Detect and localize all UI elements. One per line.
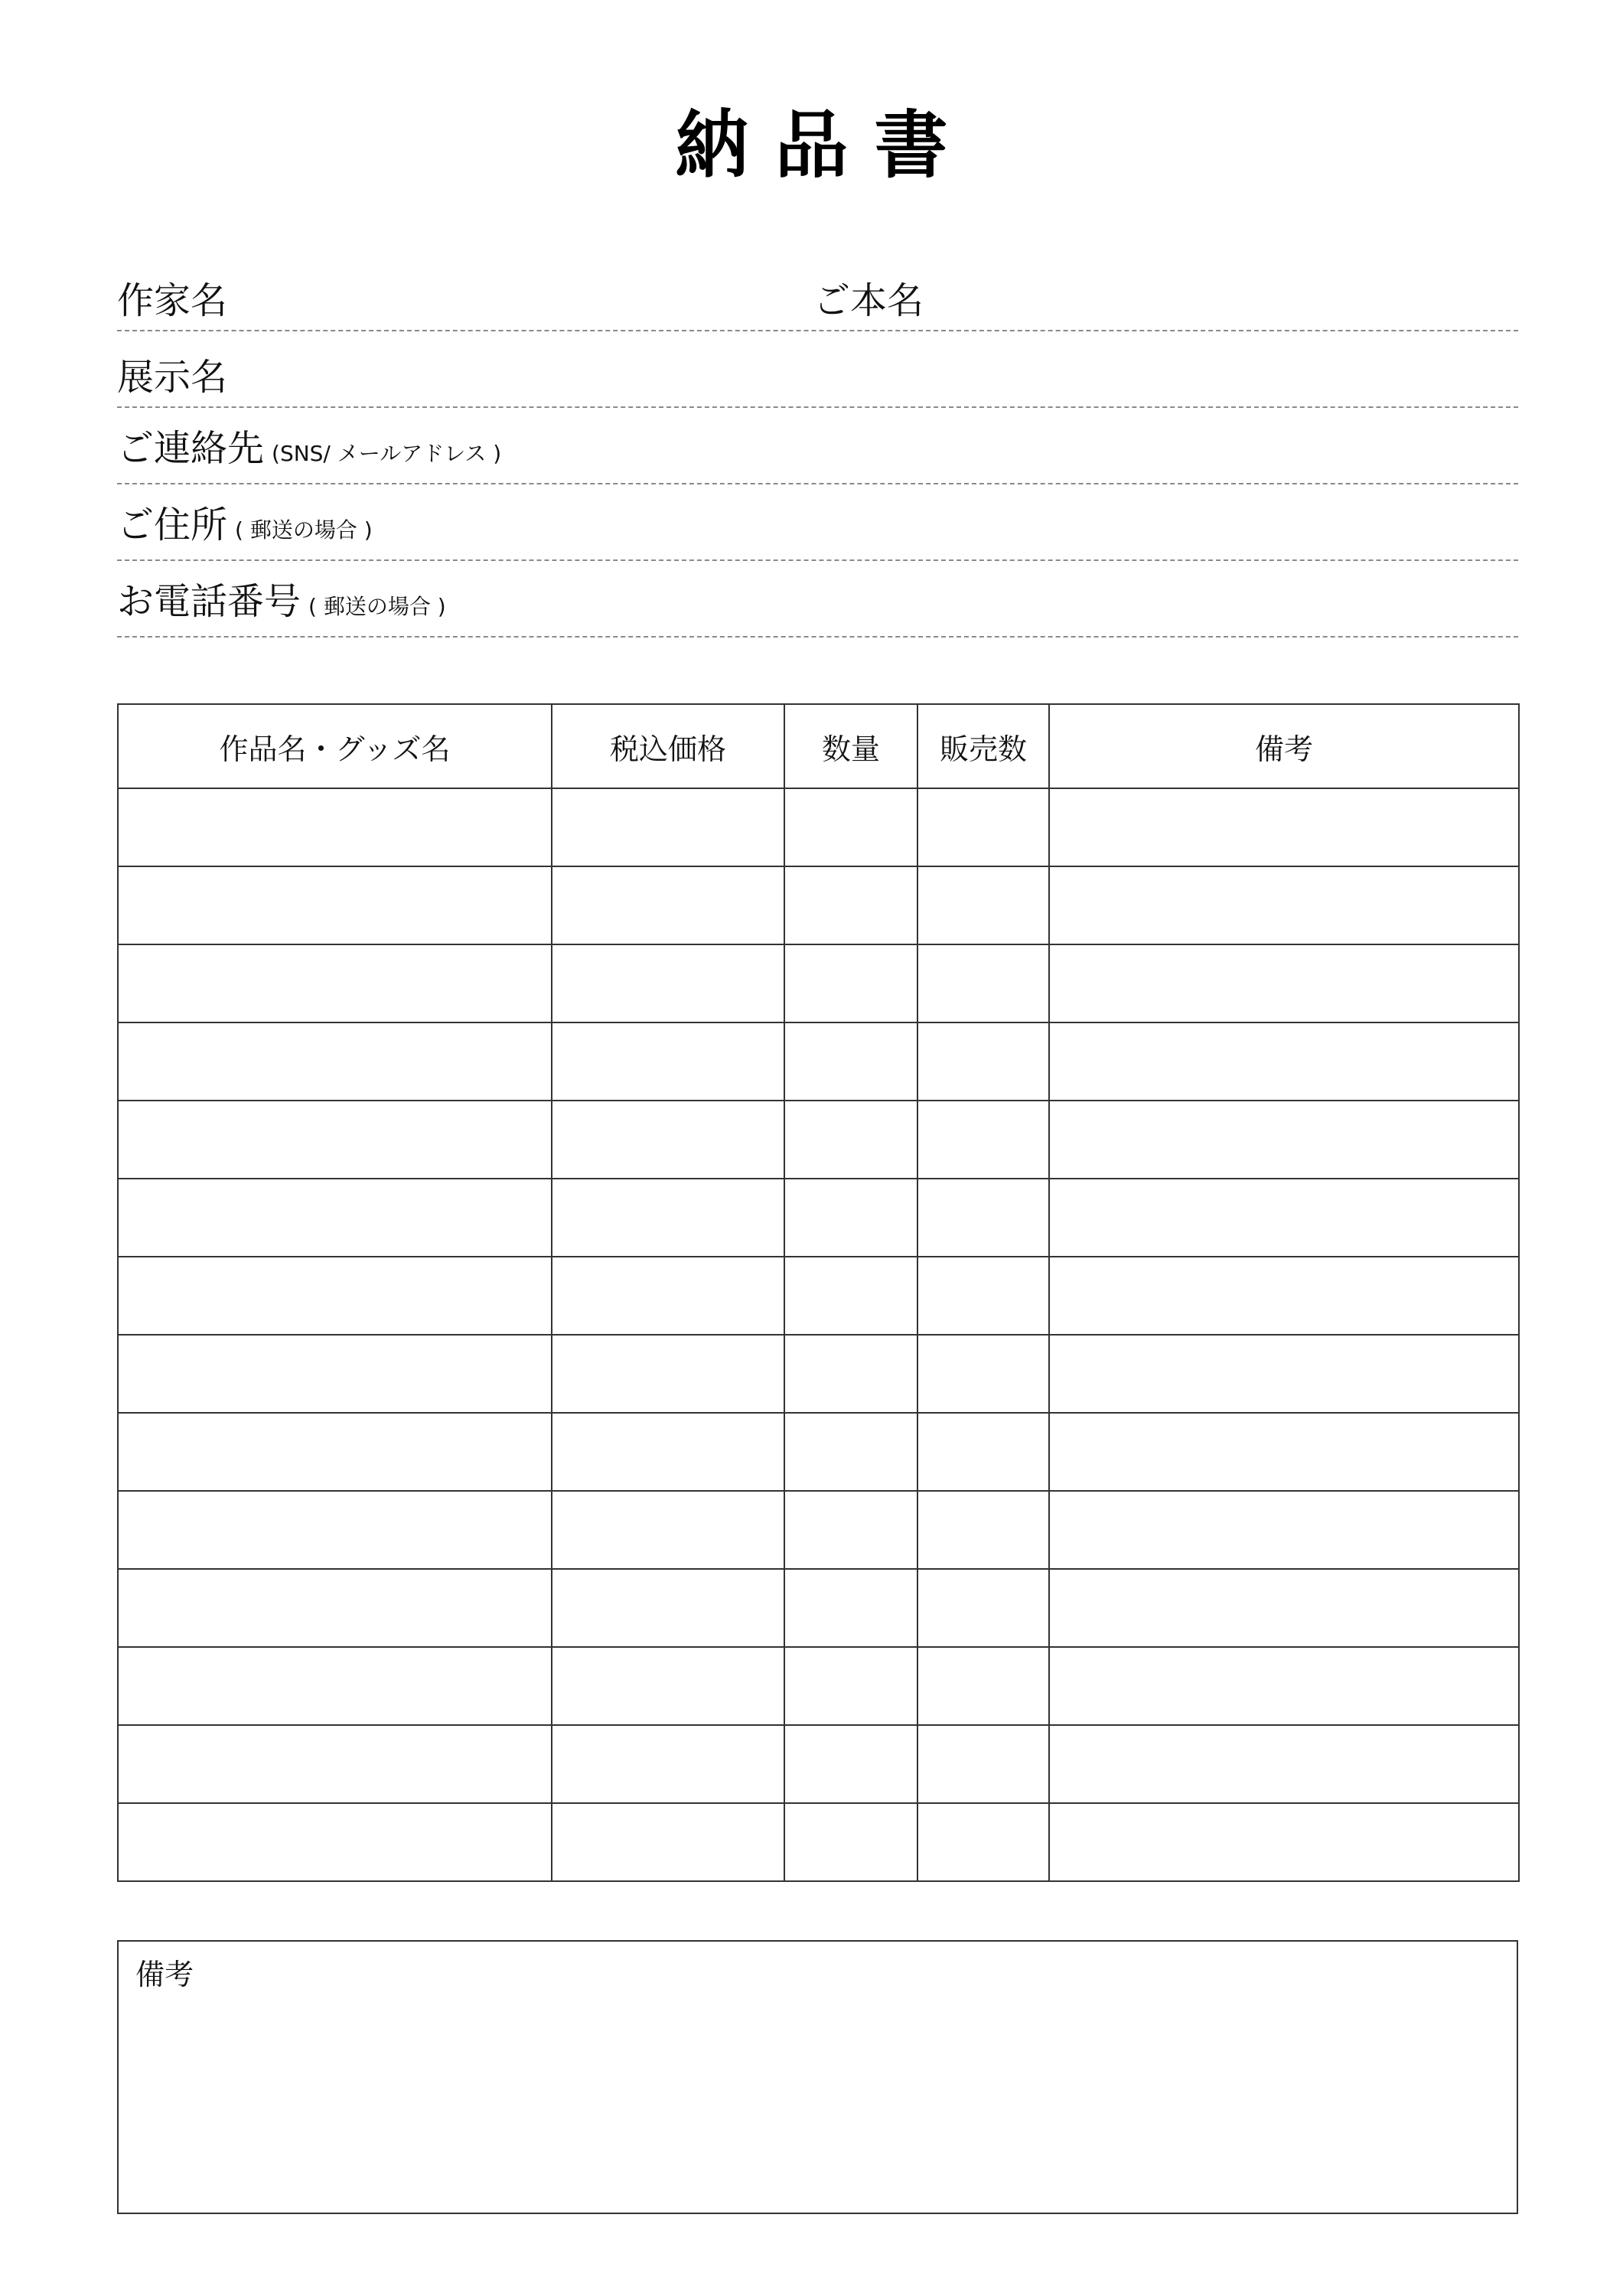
page-title: 納品書 [675, 103, 974, 188]
cell-item-name[interactable] [118, 1179, 552, 1257]
contact-note: (SNS/ メールアドレス ) [272, 441, 502, 466]
cell-quantity[interactable] [784, 788, 917, 866]
cell-quantity[interactable] [784, 1647, 917, 1725]
cell-item-name[interactable] [118, 1569, 552, 1647]
cell-notes[interactable] [1049, 1647, 1519, 1725]
table-row [118, 1022, 1519, 1101]
table-row [118, 1413, 1519, 1491]
cell-item-name[interactable] [118, 1725, 552, 1803]
table-row [118, 1179, 1519, 1257]
cell-notes[interactable] [1049, 1725, 1519, 1803]
cell-item-name[interactable] [118, 788, 552, 866]
address-label [117, 502, 373, 553]
cell-sold[interactable] [917, 1335, 1049, 1413]
exhibition-name-label: 展示名 [117, 356, 228, 399]
items-table [117, 703, 1520, 1882]
cell-quantity[interactable] [784, 1491, 917, 1569]
header-price: 税込価格 [552, 704, 784, 788]
cell-notes[interactable] [1049, 1257, 1519, 1335]
table-row [118, 1647, 1519, 1725]
cell-item-name[interactable] [118, 1101, 552, 1179]
artist-name-label: 作家名 [117, 279, 228, 322]
cell-quantity[interactable] [784, 1179, 917, 1257]
table-row [118, 1101, 1519, 1179]
cell-notes[interactable] [1049, 1335, 1519, 1413]
cell-sold[interactable] [917, 1569, 1049, 1647]
cell-sold[interactable] [917, 1257, 1049, 1335]
cell-price[interactable] [552, 1022, 784, 1101]
cell-item-name[interactable] [118, 1022, 552, 1101]
cell-sold[interactable] [917, 1803, 1049, 1881]
cell-price[interactable] [552, 1803, 784, 1881]
cell-price[interactable] [552, 1491, 784, 1569]
header-notes: 備考 [1049, 704, 1519, 788]
cell-quantity[interactable] [784, 1257, 917, 1335]
cell-price[interactable] [552, 944, 784, 1022]
cell-quantity[interactable] [784, 1022, 917, 1101]
field-row-contact[interactable] [117, 408, 1518, 484]
cell-sold[interactable] [917, 1179, 1049, 1257]
cell-quantity[interactable] [784, 1803, 917, 1881]
remarks-label: 備考 [135, 1958, 194, 1991]
cell-price[interactable] [552, 1335, 784, 1413]
cell-price[interactable] [552, 1569, 784, 1647]
cell-sold[interactable] [917, 1022, 1049, 1101]
cell-item-name[interactable] [118, 866, 552, 944]
field-row-exhibition[interactable] [117, 331, 1518, 408]
table-row [118, 788, 1519, 866]
table-row [118, 944, 1519, 1022]
cell-price[interactable] [552, 1413, 784, 1491]
table-row [118, 1569, 1519, 1647]
remarks-box[interactable] [117, 1940, 1518, 2214]
cell-price[interactable] [552, 866, 784, 944]
cell-notes[interactable] [1049, 788, 1519, 866]
real-name-label: ご本名 [813, 279, 924, 322]
cell-notes[interactable] [1049, 1491, 1519, 1569]
table-row [118, 1725, 1519, 1803]
cell-notes[interactable] [1049, 1803, 1519, 1881]
cell-sold[interactable] [917, 1647, 1049, 1725]
cell-price[interactable] [552, 1179, 784, 1257]
address-label-text: ご住所 [117, 504, 228, 546]
contact-label [117, 426, 501, 477]
cell-item-name[interactable] [118, 1647, 552, 1725]
cell-price[interactable] [552, 1725, 784, 1803]
header-sold: 販売数 [917, 704, 1049, 788]
table-row [118, 866, 1519, 944]
cell-sold[interactable] [917, 866, 1049, 944]
cell-notes[interactable] [1049, 944, 1519, 1022]
cell-notes[interactable] [1049, 1179, 1519, 1257]
cell-quantity[interactable] [784, 1569, 917, 1647]
cell-sold[interactable] [917, 1725, 1049, 1803]
table-row [118, 1335, 1519, 1413]
phone-label [117, 579, 446, 630]
table-row [118, 1257, 1519, 1335]
cell-quantity[interactable] [784, 1413, 917, 1491]
header-quantity: 数量 [784, 704, 917, 788]
cell-notes[interactable] [1049, 1101, 1519, 1179]
address-note: ( 郵送の場合 ) [235, 517, 373, 543]
cell-item-name[interactable] [118, 944, 552, 1022]
cell-item-name[interactable] [118, 1257, 552, 1335]
cell-sold[interactable] [917, 1413, 1049, 1491]
cell-quantity[interactable] [784, 1335, 917, 1413]
contact-label-text: ご連絡先 [117, 427, 265, 470]
cell-price[interactable] [552, 788, 784, 866]
cell-item-name[interactable] [118, 1803, 552, 1881]
cell-notes[interactable] [1049, 1022, 1519, 1101]
cell-sold[interactable] [917, 788, 1049, 866]
items-table-body [118, 788, 1519, 1881]
cell-price[interactable] [552, 1101, 784, 1179]
cell-item-name[interactable] [118, 1335, 552, 1413]
items-table-header-row [118, 704, 1519, 788]
cell-notes[interactable] [1049, 1413, 1519, 1491]
cell-item-name[interactable] [118, 1491, 552, 1569]
cell-sold[interactable] [917, 1491, 1049, 1569]
phone-label-text: お電話番号 [117, 580, 301, 623]
cell-sold[interactable] [917, 944, 1049, 1022]
phone-note: ( 郵送の場合 ) [308, 594, 446, 619]
cell-quantity[interactable] [784, 1725, 917, 1803]
cell-notes[interactable] [1049, 1569, 1519, 1647]
cell-item-name[interactable] [118, 1413, 552, 1491]
field-row-phone[interactable] [117, 561, 1518, 638]
cell-quantity[interactable] [784, 866, 917, 944]
cell-price[interactable] [552, 1257, 784, 1335]
table-row [118, 1491, 1519, 1569]
cell-quantity[interactable] [784, 1101, 917, 1179]
header-item-name: 作品名・グッズ名 [118, 704, 552, 788]
field-row-artist[interactable] [117, 255, 1518, 331]
cell-sold[interactable] [917, 1101, 1049, 1179]
field-row-address[interactable] [117, 484, 1518, 561]
cell-notes[interactable] [1049, 866, 1519, 944]
table-row [118, 1803, 1519, 1881]
cell-quantity[interactable] [784, 944, 917, 1022]
cell-price[interactable] [552, 1647, 784, 1725]
